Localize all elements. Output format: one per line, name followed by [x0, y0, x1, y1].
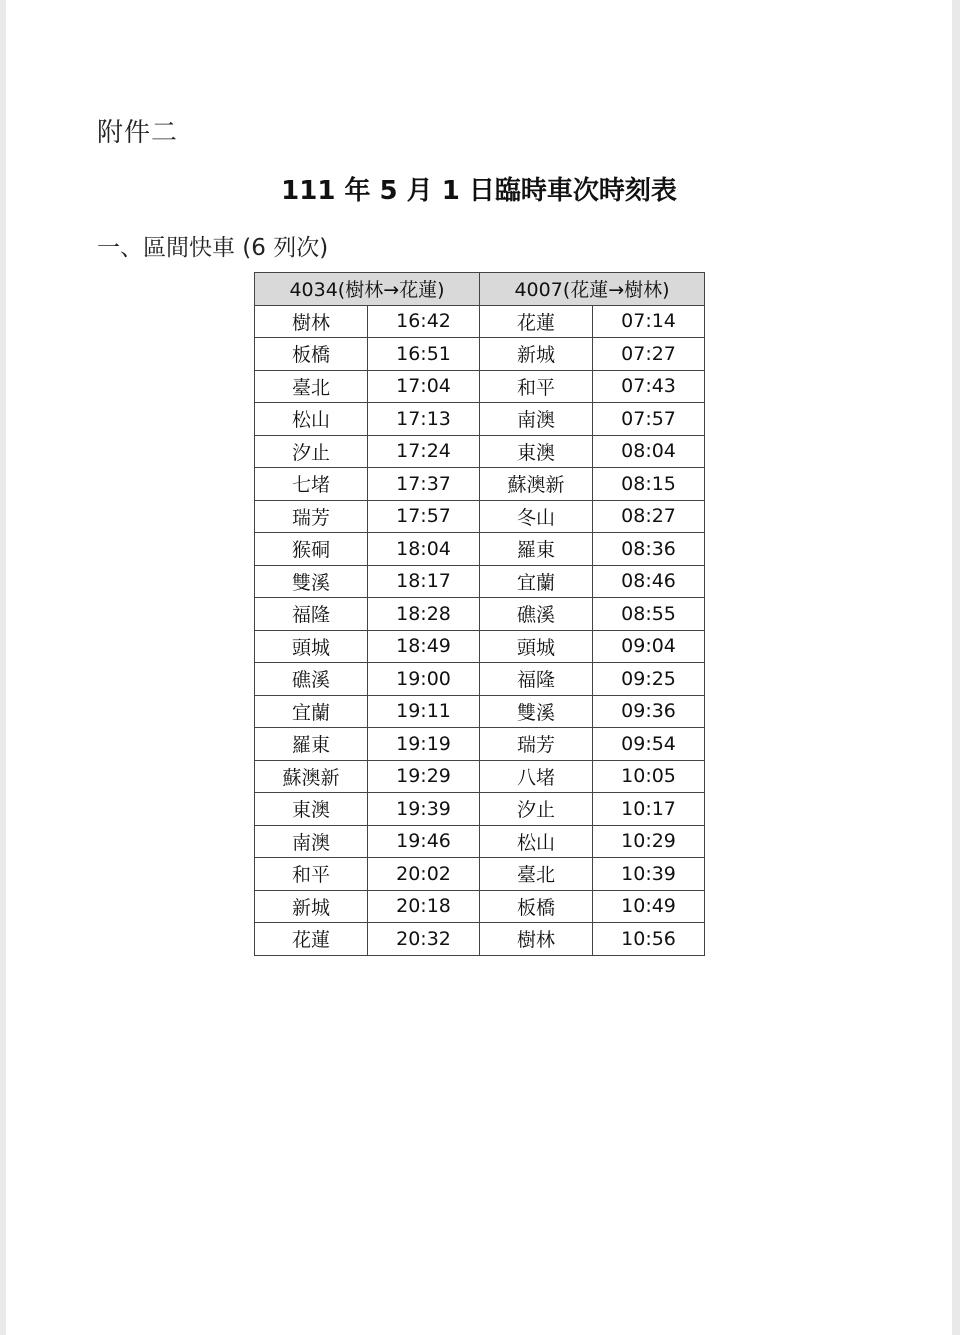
section-heading: 一、區間快車 (6 列次) [97, 235, 329, 261]
table-row [255, 793, 705, 826]
time-cell: 19:19 [368, 728, 480, 761]
timetable [254, 272, 705, 956]
time-cell: 09:25 [593, 663, 705, 696]
time-cell: 09:04 [593, 630, 705, 663]
station-cell: 樹林 [255, 305, 368, 338]
table-row [255, 370, 705, 403]
station-cell: 花蓮 [255, 923, 368, 956]
time-cell: 07:27 [593, 338, 705, 371]
time-cell: 18:04 [368, 533, 480, 566]
station-cell: 東澳 [255, 793, 368, 826]
time-cell: 09:36 [593, 695, 705, 728]
station-cell: 汐止 [480, 793, 593, 826]
page-title: 111 年 5 月 1 日臨時車次時刻表 [281, 176, 677, 206]
station-cell: 松山 [255, 403, 368, 436]
time-cell: 08:36 [593, 533, 705, 566]
table-row [255, 403, 705, 436]
table-row [255, 305, 705, 338]
time-cell: 19:11 [368, 695, 480, 728]
document-page [6, 0, 952, 1335]
station-cell: 南澳 [255, 825, 368, 858]
time-cell: 18:17 [368, 565, 480, 598]
table-row [255, 760, 705, 793]
time-cell: 08:46 [593, 565, 705, 598]
station-cell: 南澳 [480, 403, 593, 436]
station-cell: 八堵 [480, 760, 593, 793]
table-row [255, 890, 705, 923]
time-cell: 08:04 [593, 435, 705, 468]
station-cell: 七堵 [255, 468, 368, 501]
time-cell: 20:02 [368, 858, 480, 891]
station-cell: 礁溪 [255, 663, 368, 696]
station-cell: 頭城 [255, 630, 368, 663]
table-row [255, 533, 705, 566]
station-cell: 猴硐 [255, 533, 368, 566]
station-cell: 和平 [480, 370, 593, 403]
time-cell: 20:18 [368, 890, 480, 923]
table-row [255, 338, 705, 371]
station-cell: 羅東 [255, 728, 368, 761]
table-row [255, 663, 705, 696]
station-cell: 蘇澳新 [480, 468, 593, 501]
time-cell: 18:49 [368, 630, 480, 663]
time-cell: 16:51 [368, 338, 480, 371]
table-row [255, 825, 705, 858]
table-row [255, 468, 705, 501]
table-row [255, 695, 705, 728]
time-cell: 10:05 [593, 760, 705, 793]
station-cell: 頭城 [480, 630, 593, 663]
table-row [255, 500, 705, 533]
train-4034-header: 4034(樹林→花蓮) [255, 273, 480, 306]
time-cell: 19:46 [368, 825, 480, 858]
timetable-body [255, 305, 705, 955]
attachment-label: 附件二 [97, 118, 179, 148]
station-cell: 汐止 [255, 435, 368, 468]
time-cell: 09:54 [593, 728, 705, 761]
train-4007-header: 4007(花蓮→樹林) [480, 273, 705, 306]
table-row [255, 728, 705, 761]
time-cell: 07:14 [593, 305, 705, 338]
time-cell: 17:24 [368, 435, 480, 468]
time-cell: 07:43 [593, 370, 705, 403]
station-cell: 福隆 [480, 663, 593, 696]
station-cell: 羅東 [480, 533, 593, 566]
time-cell: 16:42 [368, 305, 480, 338]
station-cell: 花蓮 [480, 305, 593, 338]
station-cell: 東澳 [480, 435, 593, 468]
time-cell: 17:37 [368, 468, 480, 501]
time-cell: 10:56 [593, 923, 705, 956]
station-cell: 臺北 [255, 370, 368, 403]
station-cell: 宜蘭 [255, 695, 368, 728]
time-cell: 07:57 [593, 403, 705, 436]
station-cell: 新城 [480, 338, 593, 371]
table-row [255, 435, 705, 468]
station-cell: 宜蘭 [480, 565, 593, 598]
station-cell: 樹林 [480, 923, 593, 956]
table-row [255, 923, 705, 956]
station-cell: 瑞芳 [480, 728, 593, 761]
station-cell: 新城 [255, 890, 368, 923]
time-cell: 08:15 [593, 468, 705, 501]
timetable-header-row [255, 273, 705, 306]
time-cell: 08:55 [593, 598, 705, 631]
station-cell: 雙溪 [255, 565, 368, 598]
time-cell: 20:32 [368, 923, 480, 956]
station-cell: 瑞芳 [255, 500, 368, 533]
table-row [255, 565, 705, 598]
time-cell: 19:39 [368, 793, 480, 826]
time-cell: 17:57 [368, 500, 480, 533]
time-cell: 19:00 [368, 663, 480, 696]
station-cell: 福隆 [255, 598, 368, 631]
time-cell: 19:29 [368, 760, 480, 793]
station-cell: 蘇澳新 [255, 760, 368, 793]
station-cell: 板橋 [480, 890, 593, 923]
station-cell: 礁溪 [480, 598, 593, 631]
time-cell: 17:13 [368, 403, 480, 436]
station-cell: 松山 [480, 825, 593, 858]
time-cell: 17:04 [368, 370, 480, 403]
time-cell: 10:39 [593, 858, 705, 891]
time-cell: 08:27 [593, 500, 705, 533]
station-cell: 臺北 [480, 858, 593, 891]
table-row [255, 598, 705, 631]
station-cell: 冬山 [480, 500, 593, 533]
station-cell: 板橋 [255, 338, 368, 371]
time-cell: 10:17 [593, 793, 705, 826]
station-cell: 和平 [255, 858, 368, 891]
time-cell: 18:28 [368, 598, 480, 631]
table-row [255, 858, 705, 891]
station-cell: 雙溪 [480, 695, 593, 728]
time-cell: 10:29 [593, 825, 705, 858]
table-row [255, 630, 705, 663]
time-cell: 10:49 [593, 890, 705, 923]
